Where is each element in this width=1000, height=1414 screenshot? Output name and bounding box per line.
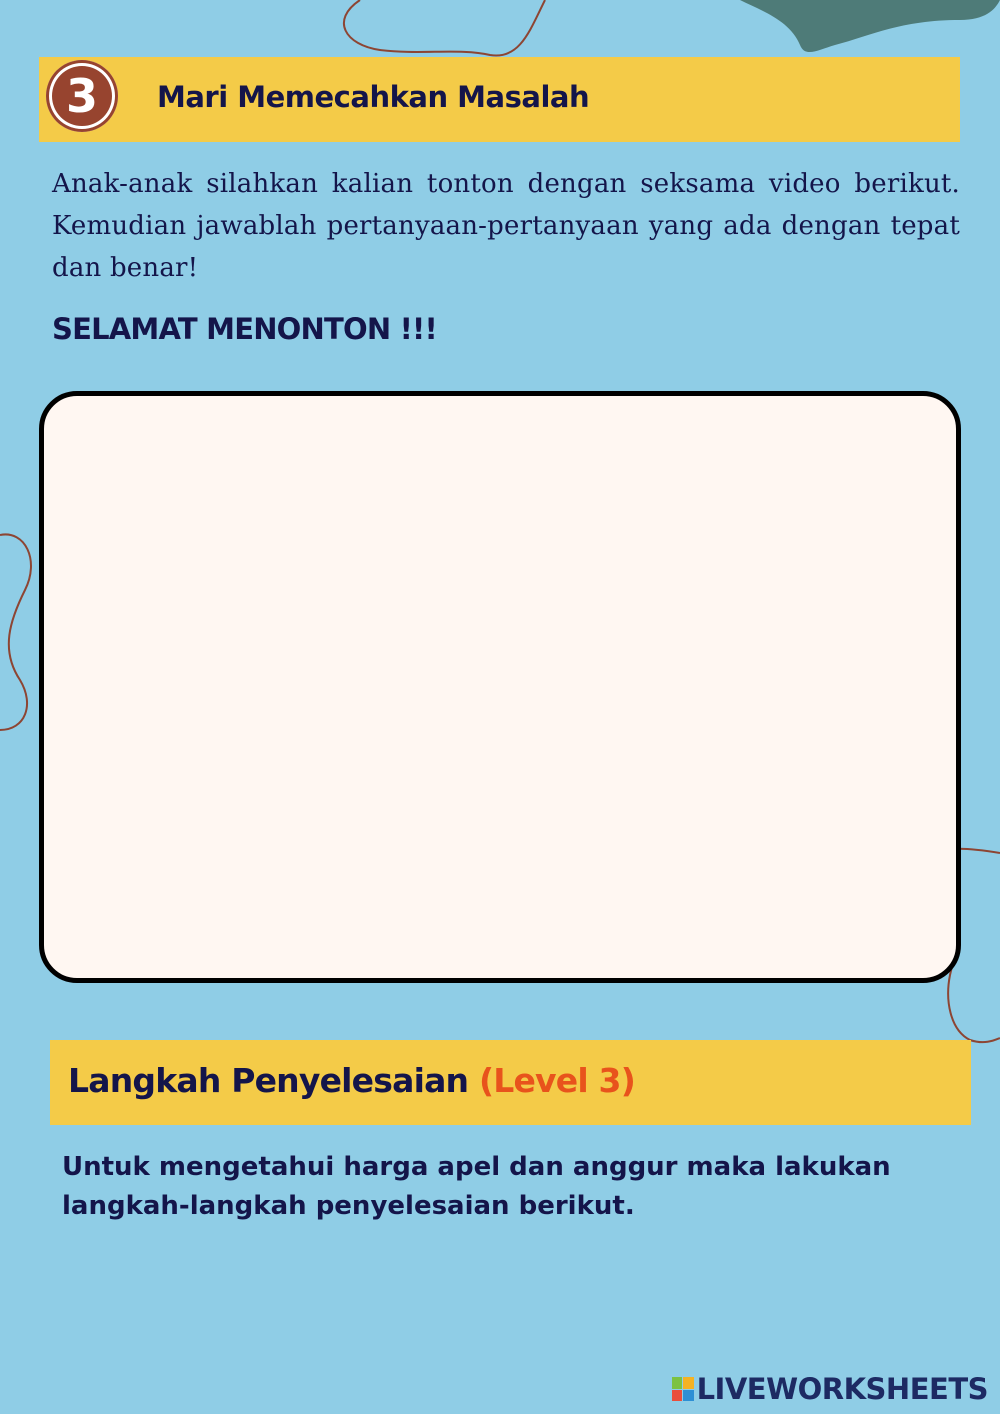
instructions-text: Anak-anak silahkan kalian tonton dengan seksama video berikut. Kemudian jawablah pertanyaan-pertanyaan yang ada dengan tepat dan benar!: [52, 169, 960, 283]
logo-square-v: [672, 1390, 683, 1402]
watch-heading: SELAMAT MENONTON !!!: [52, 312, 437, 346]
steps-level-label: (Level 3): [478, 1061, 635, 1100]
video-player-frame[interactable]: [39, 391, 961, 983]
liveworksheets-logo-icon: [672, 1377, 694, 1401]
step-number-badge: 3: [46, 60, 118, 132]
section-title: Mari Memecahkan Masalah: [157, 80, 590, 114]
brand-name: LIVEWORKSHEETS: [696, 1372, 988, 1406]
steps-heading-label: Langkah Penyelesaian: [68, 1061, 469, 1100]
steps-description: Untuk mengetahui harga apel dan anggur maka lakukan langkah-langkah penyelesaian berikut.: [62, 1152, 891, 1221]
logo-square-e: [683, 1390, 694, 1402]
brand-footer[interactable]: [672, 1372, 988, 1406]
steps-heading: [68, 1061, 635, 1100]
logo-square-l: [672, 1377, 683, 1389]
logo-square-i: [683, 1377, 694, 1389]
